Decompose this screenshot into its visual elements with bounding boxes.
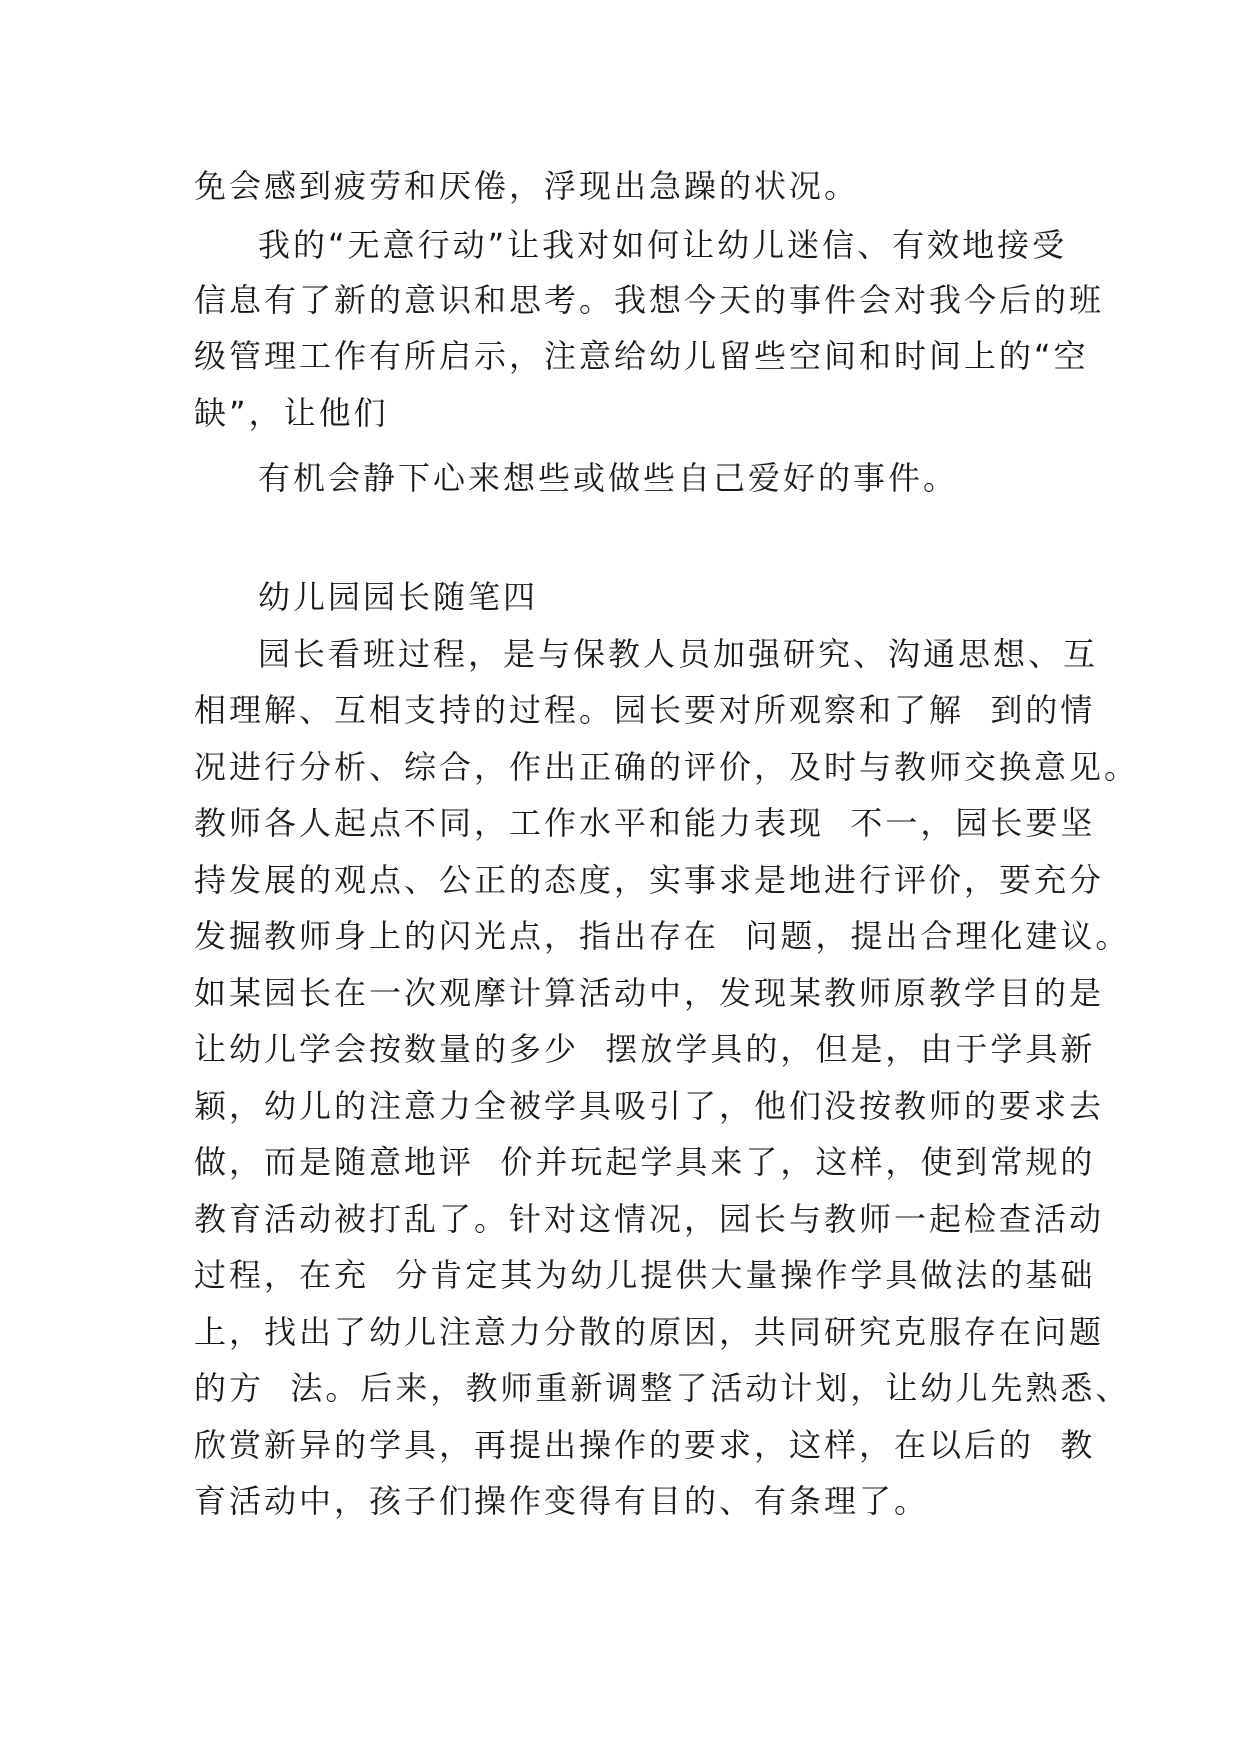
text-line: 的方 法。后来，教师重新调整了活动计划，让幼儿先熟悉、 xyxy=(194,1369,1131,1407)
text-line: 如某园长在一次观摩计算活动中，发现某教师原教学目的是 xyxy=(194,974,1105,1012)
text-line: 持发展的观点、公正的态度，实事求是地进行评价，要充分 xyxy=(194,861,1105,899)
text-line: 发掘教师身上的闪光点，指出存在 问题，提出合理化建议。 xyxy=(194,917,1131,955)
text-line: 颖，幼儿的注意力全被学具吸引了，他们没按教师的要求去 xyxy=(194,1087,1105,1125)
text-line: 欣赏新异的学具，再提出操作的要求，这样，在以后的 教 xyxy=(194,1426,1096,1464)
text-line: 园长看班过程，是与保教人员加强研究、沟通思想、互 xyxy=(258,635,1099,673)
text-line: 我的“无意行动”让我对如何让幼儿迷信、有效地接受 xyxy=(258,226,1068,264)
text-line: 有机会静下心来想些或做些自己爱好的事件。 xyxy=(258,459,959,497)
text-line: 上，找出了幼儿注意力分散的原因，共同研究克服存在问题 xyxy=(194,1313,1105,1351)
text-line: 育活动中，孩子们操作变得有目的、有条理了。 xyxy=(194,1482,930,1520)
section-heading: 幼儿园园长随笔四 xyxy=(258,578,539,616)
text-line: 做，而是随意地评 价并玩起学具来了，这样，使到常规的 xyxy=(194,1143,1096,1181)
text-line: 教育活动被打乱了。针对这情况，园长与教师一起检查活动 xyxy=(194,1200,1105,1238)
text-line: 况进行分析、综合，作出正确的评价，及时与教师交换意见。 xyxy=(194,748,1140,786)
text-line: 缺”，让他们 xyxy=(194,394,389,432)
text-line: 相理解、互相支持的过程。园长要对所观察和了解 到的情 xyxy=(194,691,1096,729)
text-line: 让幼儿学会按数量的多少 摆放学具的，但是，由于学具新 xyxy=(194,1030,1096,1068)
text-line: 级管理工作有所启示，注意给幼儿留些空间和时间上的“空 xyxy=(194,337,1089,375)
text-line: 教师各人起点不同，工作水平和能力表现 不一，园长要坚 xyxy=(194,804,1096,842)
text-line: 免会感到疲劳和厌倦，浮现出急躁的状况。 xyxy=(194,167,860,205)
text-line: 信息有了新的意识和思考。我想今天的事件会对我今后的班 xyxy=(194,281,1105,319)
text-line: 过程，在充 分肯定其为幼儿提供大量操作学具做法的基础 xyxy=(194,1256,1096,1294)
